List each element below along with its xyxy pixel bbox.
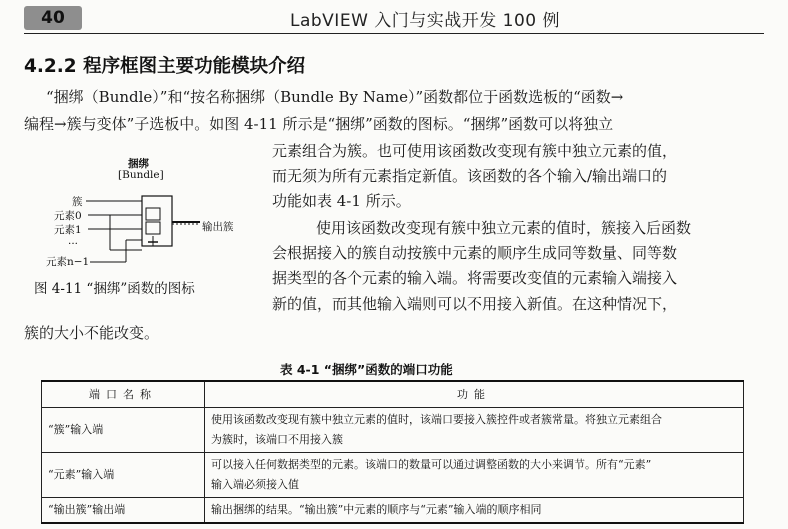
paragraph-2-line-3: 据类型的各个元素的输入端。将需要改变值的元素输入端接入 <box>272 269 678 287</box>
bundle-node-body <box>142 196 172 246</box>
table-row <box>42 408 744 453</box>
figure-label-ellipsis: ··· <box>68 238 79 250</box>
paragraph-2-line-5: 簇的大小不能改变。 <box>24 324 160 342</box>
table-header-name: 端口名称 <box>42 381 205 408</box>
paragraph-2-line-2: 会根据接入的簇自动按簇中元素的顺序生成同等数量、同等数 <box>272 244 678 262</box>
table-header-row <box>42 381 744 408</box>
figure-label-cluster: 簇 <box>72 196 83 208</box>
table-cell-description-line: 可以接入任何数据类型的元素。该端口的数量可以通过调整函数的大小来调节。所有“元素” <box>211 458 652 471</box>
table-cell-description <box>205 408 744 453</box>
section-heading: 4.2.2 程序框图主要功能模块介绍 <box>24 56 306 77</box>
figure-title-cn: 捆绑 <box>128 158 149 170</box>
table-cell-description <box>205 453 744 498</box>
figure-caption: 图 4-11 “捆绑”函数的图标 <box>34 281 195 297</box>
table-title: 表 4-1 “捆绑”函数的端口功能 <box>280 362 453 377</box>
port-function-table <box>41 380 744 524</box>
figure-label-element1: 元素1 <box>54 224 82 236</box>
table-row <box>42 453 744 498</box>
figure-label-output: 输出簇 <box>202 221 234 233</box>
paragraph-1-line-5: 功能如表 4-1 所示。 <box>272 192 411 210</box>
paragraph-2-line-4: 新的值，而其他输入端则可以不用接入新值。在这种情况下， <box>272 295 678 313</box>
table-cell-description-line: 使用该函数改变现有簇中独立元素的值时，该端口要接入簇控件或者簇常量。将独立元素组合 <box>211 413 662 426</box>
paragraph-2-line-1: 使用该函数改变现有簇中独立元素的值时，簇接入后函数 <box>316 219 692 237</box>
running-header: LabVIEW 入门与实战开发 100 例 <box>290 11 561 31</box>
table-cell-port-name: “簇”输入端 <box>42 408 205 453</box>
table-row <box>42 498 744 524</box>
table-cell-description-line: 输入端必须接入值 <box>211 478 299 491</box>
page-number: 40 <box>41 8 65 28</box>
figure-label-element-n: 元素n−1 <box>46 256 90 268</box>
table-cell-port-name: “元素”输入端 <box>42 453 205 498</box>
bundle-icon-diagram <box>30 150 270 275</box>
table-cell-description-line: 输出捆绑的结果。“输出簇”中元素的顺序与“元素”输入端的顺序相同 <box>211 503 542 516</box>
figure-label-element0: 元素0 <box>54 210 82 222</box>
figure-title-en: [Bundle] <box>118 169 164 181</box>
paragraph-1-line-3: 元素组合为簇。也可使用该函数改变现有簇中独立元素的值， <box>272 142 678 160</box>
paragraph-1-line-4: 而无须为所有元素指定新值。该函数的各个输入/输出端口的 <box>272 167 668 185</box>
paragraph-1-line-2: 编程→簇与变体”子选板中。如图 4-11 所示是“捆绑”函数的图标。“捆绑”函数可以将独立 <box>24 115 614 133</box>
header-rule <box>24 33 764 34</box>
table-header-function: 功能 <box>205 381 744 408</box>
paragraph-1-line-1: “捆绑（Bundle）”和“按名称捆绑（Bundle By Name）”函数都位于函数选板的“函数→ <box>46 88 624 106</box>
table-cell-description <box>205 498 744 524</box>
table-cell-description-line: 为簇时，该端口不用接入簇 <box>211 433 343 446</box>
table-cell-port-name: “输出簇”输出端 <box>42 498 205 524</box>
